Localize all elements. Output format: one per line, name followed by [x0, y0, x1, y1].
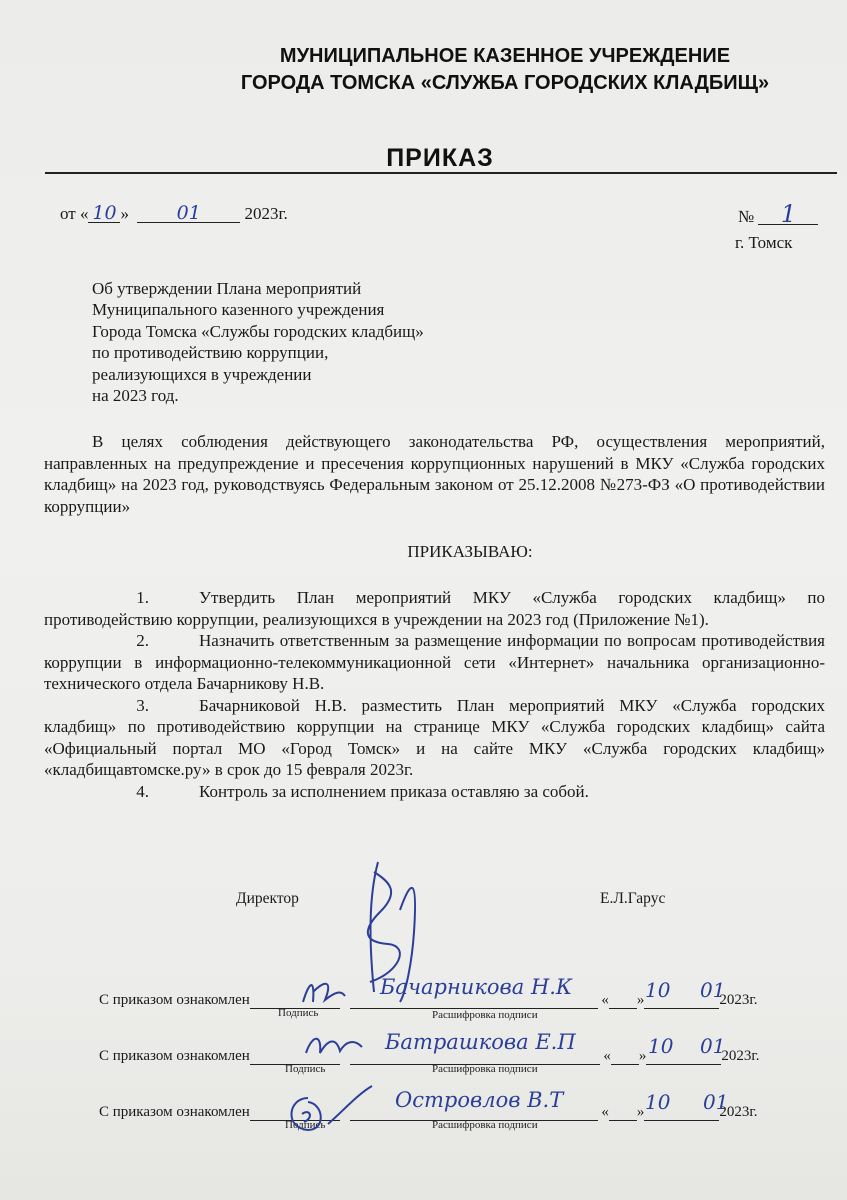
ack-decoding-handwritten: Батрашкова Е.П: [385, 1030, 576, 1054]
ack-label: С приказом ознакомлен: [99, 1104, 250, 1120]
order-item: [44, 587, 825, 630]
title-divider: [45, 172, 837, 174]
ack-label: С приказом ознакомлен: [99, 992, 250, 1008]
item-text: Контроль за исполнением приказа оставляю за собой.: [199, 781, 589, 801]
signature-caption: Подпись: [285, 1119, 326, 1131]
date-prefix: от «: [60, 204, 89, 223]
ack-signature-2: [300, 1025, 370, 1065]
subject-line: Муниципального казенного учреждения: [92, 300, 385, 320]
signature-caption: Подпись: [285, 1063, 326, 1075]
decoding-caption: Расшифровка подписи: [432, 1009, 538, 1021]
item-number: 1.: [136, 588, 149, 607]
header-line-2: ГОРОДА ТОМСКА «СЛУЖБА ГОРОДСКИХ КЛАДБИЩ»: [240, 72, 770, 94]
organization-header: [0, 43, 847, 97]
ack-year: 2023г.: [719, 1104, 758, 1120]
date-month: 01: [137, 204, 240, 223]
ack-day-handwritten: 10: [648, 1034, 674, 1058]
ack-date-open: «: [603, 1048, 611, 1064]
order-item: [44, 781, 825, 803]
signer-position: Директор: [236, 890, 299, 907]
ack-day-line: [611, 1046, 639, 1065]
subject-line: Города Томска «Службы городских кладбищ»: [92, 321, 424, 341]
ack-date-close: »: [638, 1048, 647, 1064]
preamble-paragraph: В целях соблюдения действующего законодательства РФ, осуществления мероприятий, направленных на предупреждение и пресечения коррупционных нарушений в МКУ «Служба городских кладбищ» на 2023 год, руководствуясь Федеральным законом от 25.12.2008 №273-ФЗ «О противодействии коррупции»: [44, 432, 825, 516]
signature-caption: Подпись: [278, 1007, 319, 1019]
signer-name: Е.Л.Гарус: [600, 890, 666, 907]
ack-date-close: »: [636, 992, 645, 1008]
ack-decoding-handwritten: Бачарникова Н.К: [380, 975, 573, 999]
city: г. Томск: [735, 233, 793, 252]
number-value: 1: [758, 204, 818, 225]
order-subject: [92, 278, 424, 406]
ack-date-open: «: [601, 1104, 609, 1120]
ack-date-open: «: [601, 992, 609, 1008]
ack-signature-3: [268, 1080, 378, 1140]
date-mid: »: [120, 204, 129, 223]
date-day: 10: [88, 204, 120, 223]
item-text: Назначить ответственным за размещение информации по вопросам противодействия коррупции в информационно-телекоммуникационной сети «Интернет» начальника организационно-технического отдела Бачарникову Н.В.: [44, 631, 825, 693]
order-item: [44, 630, 825, 695]
ack-month-handwritten: 01: [700, 978, 726, 1002]
item-number: 4.: [136, 781, 149, 801]
ack-day-line: [609, 990, 637, 1009]
order-date: [60, 204, 288, 224]
order-word: ПРИКАЗЫВАЮ:: [407, 542, 533, 561]
ack-day-handwritten: 10: [645, 1090, 671, 1114]
ack-date-close: »: [636, 1104, 645, 1120]
subject-line: по противодействию коррупции,: [92, 343, 329, 363]
order-item: [44, 695, 825, 781]
order-items: [44, 587, 825, 802]
item-text: Утвердить План мероприятий МКУ «Служба городских кладбищ» по противодействию коррупции, реализующихся в учреждении на 2023 год (Приложение №1).: [44, 588, 825, 629]
item-number: 3.: [136, 695, 149, 715]
ack-decoding-handwritten: Островлов В.Т: [395, 1088, 564, 1112]
header-line-1: МУНИЦИПАЛЬНОЕ КАЗЕННОЕ УЧРЕЖДЕНИЕ: [279, 45, 731, 67]
item-number: 2.: [136, 631, 149, 650]
ack-month-handwritten: 01: [700, 1034, 726, 1058]
subject-line: реализующихся в учреждении: [92, 364, 312, 384]
ack-signature-1: [295, 972, 355, 1012]
number-label: №: [738, 207, 755, 226]
subject-line: Об утверждении Плана мероприятий: [92, 279, 362, 298]
ack-day-handwritten: 10: [645, 978, 671, 1002]
date-year: 2023г.: [244, 204, 288, 223]
item-text: Бачарниковой Н.В. разместить План мероприятий МКУ «Служба городских кладбищ» по противодействию коррупции на странице МКУ «Служба городских кладбищ» сайта «Официальный портал МО «Город Томск» и на сайте МКУ «Служба городских кладбищ» «кладбищавтомске.ру» в срок до 15 февраля 2023г.: [44, 695, 825, 779]
ack-month-handwritten: 01: [703, 1090, 729, 1114]
ack-label: С приказом ознакомлен: [99, 1048, 250, 1064]
decoding-caption: Расшифровка подписи: [432, 1119, 538, 1131]
ack-year: 2023г.: [719, 992, 758, 1008]
decoding-caption: Расшифровка подписи: [432, 1063, 538, 1075]
subject-line: на 2023 год.: [92, 386, 179, 406]
ack-day-line: [609, 1102, 637, 1121]
order-number: [738, 200, 818, 228]
ack-year: 2023г.: [721, 1048, 760, 1064]
document-title: ПРИКАЗ: [386, 144, 494, 172]
